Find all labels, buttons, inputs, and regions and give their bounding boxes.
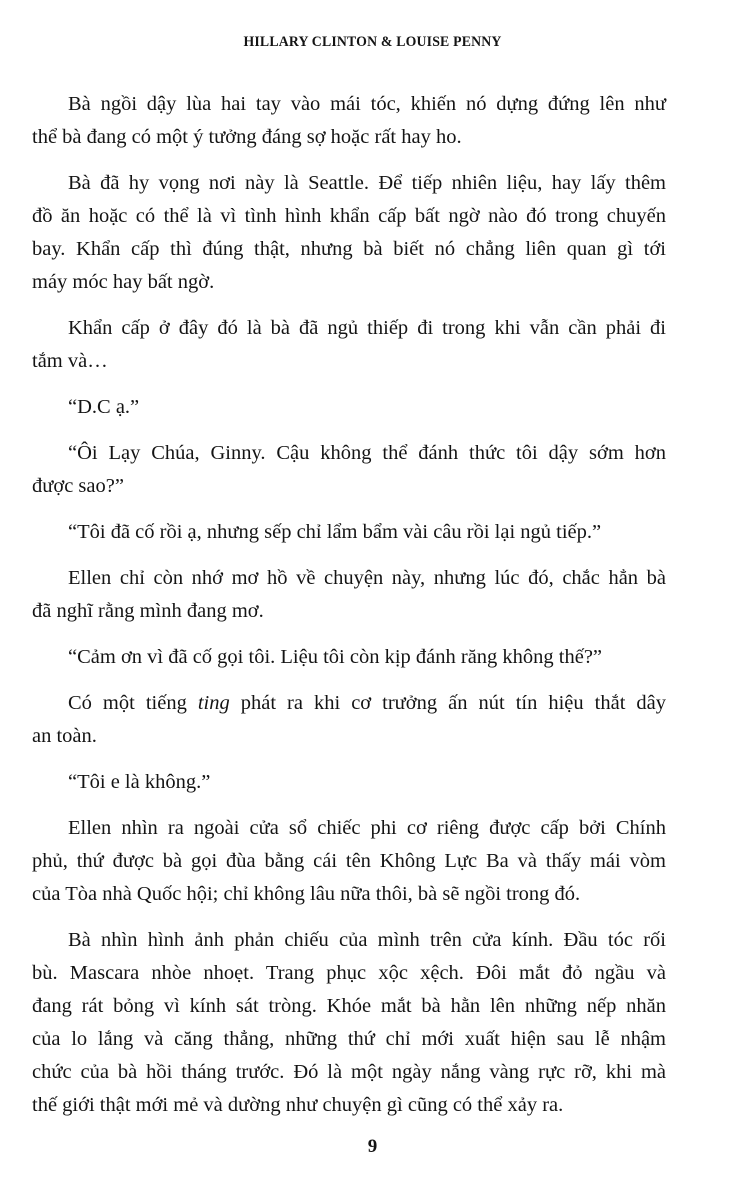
- text-line: đồ ăn hoặc có thể là vì tình hình khẩn cấp bất ngờ nào đó trong chuyến: [32, 205, 666, 227]
- page-number: 9: [367, 1136, 378, 1157]
- text-line: phủ, thứ được bà gọi đùa bằng cái tên Không Lực Ba và thấy mái vòm: [32, 850, 666, 872]
- paragraph: [32, 391, 666, 424]
- paragraph: [32, 812, 666, 911]
- running-head: HILLARY CLINTON & LOUISE PENNY: [243, 34, 502, 50]
- text-line: Bà đã hy vọng nơi này là Seattle. Để tiếp nhiên liệu, hay lấy thêm: [68, 172, 666, 194]
- text-line: Ellen chỉ còn nhớ mơ hồ về chuyện này, nhưng lúc đó, chắc hẳn bà: [68, 567, 666, 589]
- text-line: Bà ngồi dậy lùa hai tay vào mái tóc, khiến nó dựng đứng lên như: [68, 93, 666, 115]
- text-line: bù. Mascara nhòe nhoẹt. Trang phục xộc xệch. Đôi mắt đỏ ngầu và: [32, 962, 666, 984]
- text-line: tắm và…: [32, 350, 108, 372]
- text-line: của lo lắng và căng thẳng, những thứ chỉ mới xuất hiện sau lễ nhậm: [32, 1028, 666, 1050]
- text-line: “Tôi e là không.”: [68, 771, 211, 793]
- paragraph: [32, 516, 666, 549]
- text-line: Khẩn cấp ở đây đó là bà đã ngủ thiếp đi trong khi vẫn cần phải đi: [68, 317, 666, 339]
- paragraph: [32, 88, 666, 154]
- paragraph: [32, 312, 666, 378]
- text-line: thể bà đang có một ý tưởng đáng sợ hoặc rất hay ho.: [32, 126, 462, 148]
- text-segment: Có một tiếng: [68, 692, 198, 714]
- text-line: bay. Khẩn cấp thì đúng thật, nhưng bà biết nó chẳng liên quan gì tới: [32, 238, 666, 260]
- paragraph: [32, 641, 666, 674]
- paragraph: [32, 687, 666, 753]
- text-line: chức của bà hồi tháng trước. Đó là một ngày nắng vàng rực rỡ, khi mà: [32, 1061, 666, 1083]
- text-line: đang rát bỏng vì kính sát tròng. Khóe mắt bà hằn lên những nếp nhăn: [32, 995, 666, 1017]
- text-line: “Cảm ơn vì đã cố gọi tôi. Liệu tôi còn kịp đánh răng không thế?”: [68, 646, 603, 668]
- text-line: của Tòa nhà Quốc hội; chỉ không lâu nữa thôi, bà sẽ ngồi trong đó.: [32, 883, 581, 905]
- italic-word: ting: [197, 692, 230, 714]
- paragraph: [32, 766, 666, 799]
- paragraph: [32, 924, 666, 1122]
- paragraph: [32, 167, 666, 299]
- text-line: Ellen nhìn ra ngoài cửa sổ chiếc phi cơ riêng được cấp bởi Chính: [68, 817, 666, 839]
- text-line: đã nghĩ rằng mình đang mơ.: [32, 600, 264, 622]
- text-line: được sao?”: [32, 475, 124, 497]
- text-line: Bà nhìn hình ảnh phản chiếu của mình trên cửa kính. Đầu tóc rối: [68, 929, 666, 951]
- text-line: máy móc hay bất ngờ.: [32, 271, 215, 293]
- text-line: [32, 687, 666, 720]
- paragraph: [32, 437, 666, 503]
- text-line: thế giới thật mới mẻ và dường như chuyện gì cũng có thể xảy ra.: [32, 1094, 564, 1116]
- paragraph: [32, 562, 666, 628]
- text-line: an toàn.: [32, 725, 97, 747]
- body-text: [32, 88, 666, 1135]
- text-line: “Ôi Lạy Chúa, Ginny. Cậu không thể đánh thức tôi dậy sớm hơn: [68, 442, 666, 464]
- text-line: “D.C ạ.”: [68, 396, 140, 418]
- text-line: “Tôi đã cố rồi ạ, nhưng sếp chỉ lẩm bẩm vài câu rồi lại ngủ tiếp.”: [68, 521, 602, 543]
- text-segment: phát ra khi cơ trưởng ấn nút tín hiệu thắt dây: [229, 692, 666, 714]
